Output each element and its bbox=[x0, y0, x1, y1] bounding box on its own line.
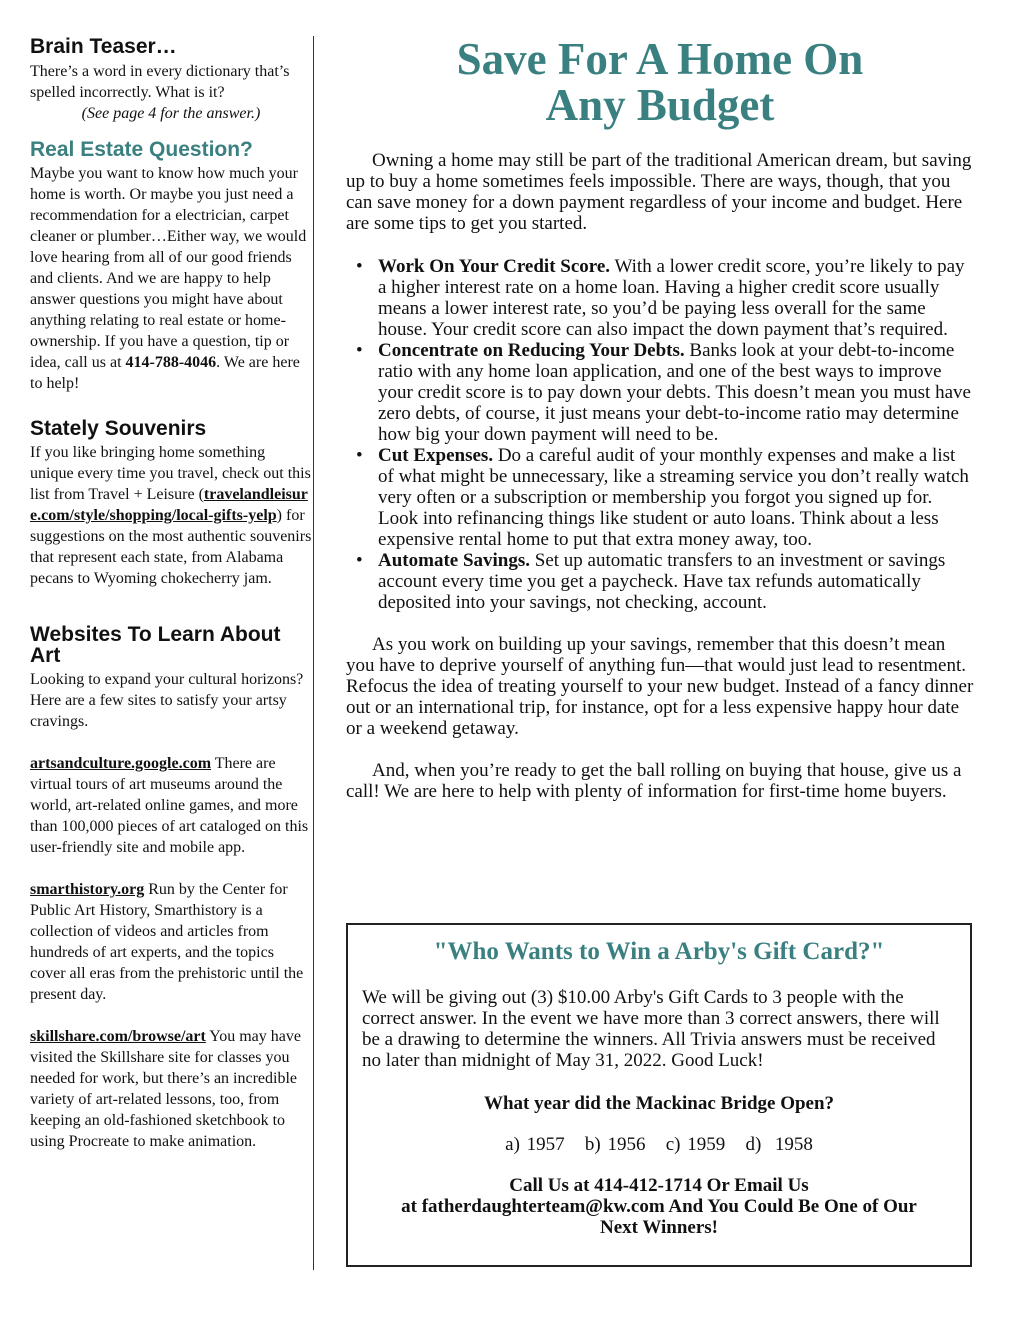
contest-answers: a) 1957 b) 1956 c) 1959 d) 1958 bbox=[505, 1134, 813, 1155]
contest-call-to-action bbox=[348, 1175, 970, 1238]
art-site-link[interactable]: smarthistory.org bbox=[30, 881, 145, 898]
article-title-line1: Save For A Home On bbox=[456, 34, 864, 84]
art-site-item bbox=[30, 753, 312, 858]
tip-item bbox=[356, 256, 974, 340]
tip-item bbox=[356, 340, 974, 445]
contest-title: "Who Wants to Win a Arby's Gift Card?" bbox=[433, 938, 885, 965]
brain-teaser-body: There’s a word in every dictionary that’s spelled incorrectly. What is it? bbox=[30, 63, 290, 101]
bullet-icon: • bbox=[356, 550, 363, 571]
brain-teaser-heading: Brain Teaser… bbox=[30, 35, 177, 58]
bullet-icon: • bbox=[356, 445, 363, 466]
contest-box bbox=[346, 923, 972, 1267]
real-estate-closing: . We are here to help! bbox=[30, 354, 300, 392]
real-estate-body bbox=[30, 163, 312, 394]
article-intro: Owning a home may still be part of the traditional American dream, but saving up to buy a home sometimes feels impossible. There are ways, though, that you can save money for a down payment regardless of your income and budget. Here are some tips to get you started. bbox=[346, 150, 972, 234]
souvenirs-text-after: ) for suggestions on the most authentic souvenirs that represent each state, from Alabama pecans to Wyoming chokecherry jam. bbox=[30, 507, 312, 587]
art-site-text: You may have visited the Skillshare site for classes you needed for work, but there’s an incredible variety of art-related lessons, too, from keeping an old-fashioned sketchbook to using Procreate to make animation. bbox=[30, 1028, 301, 1150]
art-site-link[interactable]: skillshare.com/browse/art bbox=[30, 1028, 206, 1045]
art-heading: Websites To Learn About Art bbox=[30, 623, 281, 667]
art-site-link[interactable]: artsandculture.google.com bbox=[30, 755, 212, 772]
article-title bbox=[346, 36, 974, 128]
souvenirs-body bbox=[30, 442, 312, 589]
art-site-item bbox=[30, 879, 312, 1005]
tip-bold: Work On Your Credit Score. bbox=[378, 256, 611, 277]
art-site-item bbox=[30, 1026, 312, 1152]
tip-item bbox=[356, 550, 974, 613]
souvenirs-link[interactable]: travelandleisure.com/style/shopping/local-gifts-yelp bbox=[30, 486, 308, 524]
sidebar bbox=[30, 36, 312, 1152]
article-paragraph-2: As you work on building up your savings, remember that this doesn’t mean you have to deprive yourself of anything fun—that would just lead to resentment. Refocus the idea of treating yourself to your new budget. Instead of a fancy dinner out or an international trip, for instance, opt for a less expensive happy hour date or a weekend getaway. bbox=[346, 634, 974, 739]
tip-text: With a lower credit score, you’re likely to pay a higher interest rate on a home loan. Having a higher credit score usually means a lower interest rate, so you’d be paying less overall for the same house. Your credit score can also impact the down payment that’s required. bbox=[378, 256, 965, 340]
contest-call-line1: Call Us at 414-412-1714 Or Email Us bbox=[509, 1175, 809, 1196]
main-article bbox=[346, 36, 974, 802]
souvenirs-text-before: If you like bringing home something unique every time you travel, check out this list from Travel + Leisure ( bbox=[30, 444, 311, 503]
art-site-text: Run by the Center for Public Art History, Smarthistory is a collection of videos and articles from hundreds of art experts, and the topics cover all eras from the prehistoric until the present day. bbox=[30, 881, 304, 1003]
contest-call-line2: at fatherdaughterteam@kw.com And You Could Be One of Our bbox=[401, 1196, 917, 1217]
real-estate-text: Maybe you want to know how much your home is worth. Or maybe you just need a recommendation for a electrician, carpet cleaner or plumber…Either way, we would love hearing from all of our good friends and clients. And we are happy to help answer questions you might have about anything relating to real estate or home-ownership. If you have a question, tip or idea, call us at bbox=[30, 165, 307, 371]
tip-bold: Concentrate on Reducing Your Debts. bbox=[378, 340, 685, 361]
contest-body: We will be giving out (3) $10.00 Arby's Gift Cards to 3 people with the correct answer. In the event we have more than 3 correct answers, there will be a drawing to determine the winners. All Trivia answers must be received no later than midnight of May 31, 2022. Good Luck! bbox=[362, 987, 940, 1071]
column-divider bbox=[313, 36, 314, 1270]
tip-bold: Cut Expenses. bbox=[378, 445, 494, 466]
tip-item bbox=[356, 445, 974, 550]
article-paragraph-3: And, when you’re ready to get the ball rolling on buying that house, give us a call! We are here to help with plenty of information for first-time home buyers. bbox=[346, 760, 962, 802]
art-site-text: There are virtual tours of art museums around the world, art-related online games, and more than 100,000 pieces of art cataloged on this user-friendly site and mobile app. bbox=[30, 755, 309, 856]
tips-list bbox=[346, 256, 974, 613]
article-title-line2: Any Budget bbox=[545, 80, 775, 130]
real-estate-phone: 414-788-4046 bbox=[125, 354, 217, 371]
bullet-icon: • bbox=[356, 256, 363, 277]
tip-text: Set up automatic transfers to an investment or savings account every time you get a paycheck. Have tax refunds automatically deposited into your savings, not checking, account. bbox=[378, 550, 946, 613]
real-estate-heading: Real Estate Question? bbox=[30, 138, 253, 161]
brain-teaser-note: (See page 4 for the answer.) bbox=[81, 105, 261, 122]
tip-text: Banks look at your debt-to-income ratio with any home loan application, and one of the best ways to improve your credit score is to pay down your debts. This doesn’t mean you must have zero debts, of course, it just means your debt-to-income ratio may determine how big your down payment will need to be. bbox=[378, 340, 971, 445]
contest-question: What year did the Mackinac Bridge Open? bbox=[483, 1093, 835, 1114]
bullet-icon: • bbox=[356, 340, 363, 361]
tip-bold: Automate Savings. bbox=[378, 550, 531, 571]
contest-call-line3: Next Winners! bbox=[599, 1217, 719, 1238]
souvenirs-heading: Stately Souvenirs bbox=[30, 417, 207, 440]
art-intro: Looking to expand your cultural horizons? Here are a few sites to satisfy your artsy cravings. bbox=[30, 671, 304, 730]
tip-text: Do a careful audit of your monthly expenses and make a list of what might be unnecessary, like a streaming service you don’t really watch very often or a subscription or membership you forgot you signed up for. Look into refinancing things like student or auto loans. Think about a less expensive rental home to put that extra money away, too. bbox=[378, 445, 969, 550]
